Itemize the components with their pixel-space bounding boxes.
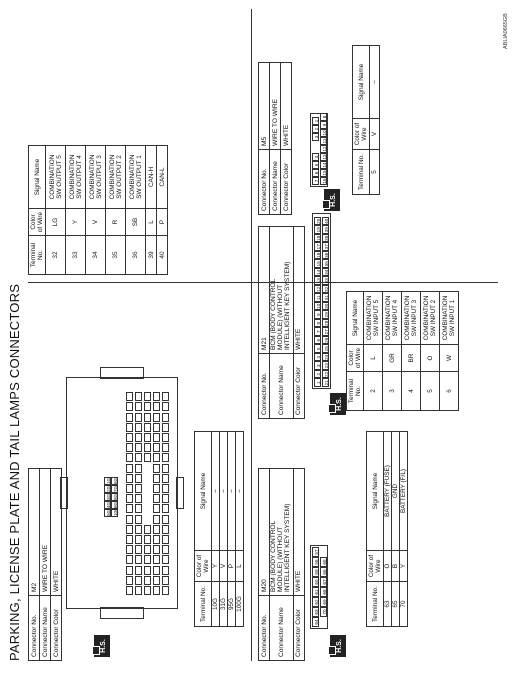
m5-pin: 1 <box>312 117 319 125</box>
m20-pin: 61 <box>312 587 319 597</box>
m2-cavity <box>162 433 169 442</box>
m2-cavity <box>135 525 142 534</box>
m20-pin: 70 <box>320 607 327 617</box>
table-row: 95G P – <box>228 432 236 627</box>
m2-cavity <box>126 586 133 595</box>
m2-cavity <box>162 392 169 401</box>
m2-cavity <box>144 433 151 442</box>
m2-pin: 6G <box>113 477 118 484</box>
m5-pin: 14 <box>322 162 327 168</box>
m2-cavity <box>144 555 151 564</box>
m21-pin: 36 <box>324 252 329 258</box>
m2-cavity <box>153 443 160 452</box>
m2-cavity <box>162 402 169 411</box>
m2-cavity <box>153 402 160 411</box>
table-row: 40 P CAN-L <box>157 146 168 275</box>
m2-connector-tab <box>100 367 144 379</box>
m2-cavity <box>162 566 169 575</box>
table-row: 5 O COMBINATION SW INPUT 2 <box>421 292 440 411</box>
hs-icon: H.S. <box>94 635 110 657</box>
table-row: 34 V COMBINATION SW OUTPUT 3 <box>86 146 106 275</box>
m2-cavity <box>153 545 160 554</box>
m21-pin: 31 <box>324 295 329 301</box>
m2-cavity <box>162 504 169 513</box>
m2-cavity <box>153 535 160 544</box>
m20-pin: 59 <box>312 567 319 577</box>
m2-pin: 10G <box>113 507 118 516</box>
m21-pin: 27 <box>324 329 329 335</box>
m2-cavity <box>126 525 133 534</box>
m2-pin: 7G <box>113 485 118 492</box>
m2-cavity <box>135 453 142 462</box>
table-row: 35 R COMBINATION SW OUTPUT 2 <box>106 146 126 275</box>
m2-cavity <box>153 413 160 422</box>
m21-pin: 25 <box>324 346 329 352</box>
m21-pin: 17 <box>316 244 321 250</box>
table-row: 39 L CAN-H <box>146 146 157 275</box>
m2-cavity <box>126 504 133 513</box>
m21-pin: 39 <box>324 227 329 233</box>
m21-pin: 16 <box>316 252 321 258</box>
m21-pin: 38 <box>324 235 329 241</box>
table-row: 10G Y – <box>212 432 220 627</box>
m2-info-table: Connector No. M2 Connector Name WIRE TO WIRE Connector Color WHITE <box>28 468 62 661</box>
hs-icon: H.S. <box>330 635 346 657</box>
m2-cavity <box>135 402 142 411</box>
m2-cavity <box>144 576 151 585</box>
m5-pin: 11 <box>322 138 327 144</box>
m2-cavity <box>135 474 142 483</box>
m2-cavity <box>126 392 133 401</box>
m21-pin: 24 <box>324 354 329 360</box>
m2-cavity <box>153 555 160 564</box>
m21-pin: 9 <box>314 311 321 320</box>
m2-pin: 1G <box>106 477 111 484</box>
m5-pin: 9 <box>320 121 327 129</box>
m2-cavity <box>126 515 133 524</box>
m2-connector-tab <box>100 607 144 619</box>
m2-cavity <box>135 464 142 473</box>
m2-connector-latch <box>60 477 68 509</box>
m5-info-table: Connector No. M5 Connector Name WIRE TO WIRE Connector Color WHITE <box>258 62 292 215</box>
m20-terminal-table: Terminal No. Color of Wire Signal Name 63 O BATTERY (FUSE) 65 B GND 70 Y BATTERY (F/L) <box>366 431 408 627</box>
m2-cavity <box>126 566 133 575</box>
m2-cavity <box>126 555 133 564</box>
m20-pin: 68 <box>320 587 327 597</box>
m21-pin: 32 <box>324 286 329 292</box>
m2-cavity <box>162 545 169 554</box>
hs-icon: H.S. <box>324 189 340 211</box>
m2-cavity <box>144 535 151 544</box>
m2-cavity <box>153 464 160 473</box>
m2-cavity <box>162 474 169 483</box>
m2-cavity <box>153 423 160 432</box>
m21-info-table: Connector No. M21 Connector Name BCM (BODY CONTROL MODULE) (WITHOUT INTELLIGENT KEY SYSTEM) Connector Color WHITE <box>258 226 305 419</box>
m2-pin: 8G <box>113 493 118 500</box>
table-row: 3 GR COMBINATION SW INPUT 4 <box>383 292 402 411</box>
m2-cavity <box>126 413 133 422</box>
m21-pin: 20 <box>316 218 321 224</box>
figure-id: ABLIA0665GB <box>503 13 509 49</box>
m2-cavity <box>126 576 133 585</box>
m2-cavity <box>153 576 160 585</box>
m2-cavity <box>162 555 169 564</box>
m2-cavity <box>153 566 160 575</box>
m21-pin: 21 <box>324 380 329 386</box>
m2-cavity <box>162 423 169 432</box>
m2-cavity <box>135 555 142 564</box>
hs-icon: H.S. <box>330 393 346 415</box>
m21-pin: 40 <box>324 218 329 224</box>
m5-pin: 10 <box>322 130 327 136</box>
m2-cavity <box>135 494 142 503</box>
m2-cavity <box>126 433 133 442</box>
m5-terminal-table: Terminal No. Color of Wire Signal Name 5 V – <box>352 45 380 195</box>
m2-cavity <box>153 392 160 401</box>
m2-cavity <box>162 464 169 473</box>
m5-pin: 13 <box>322 154 327 160</box>
m2-cavity <box>162 413 169 422</box>
m20-pin: 69 <box>320 597 327 607</box>
table-row: 100G L – <box>236 432 244 627</box>
table-row: 6 W COMBINATION SW INPUT 1 <box>440 292 459 411</box>
m2-cavity <box>153 504 160 513</box>
m21-pin: 3 <box>314 362 321 371</box>
m2-cavity <box>135 545 142 554</box>
m21-terminal-table-a: Terminal No. Color of Wire Signal Name 2 L COMBINATION SW INPUT 5 3 GR COMBINATION SW INPUT 4 4 BR COMBINATION SW INPUT 3 5 O COMBINATION SW INPUT 2 6 W COMBINATION SW INPUT 1 <box>346 291 459 411</box>
m2-cavity <box>162 494 169 503</box>
table-row: 4 BR COMBINATION SW INPUT 3 <box>402 292 421 411</box>
m21-pin: 29 <box>324 312 329 318</box>
m21-pin: 2 <box>314 370 321 379</box>
m2-cavity <box>162 525 169 534</box>
m2-cavity <box>153 453 160 462</box>
m2-cavity <box>144 443 151 452</box>
table-row: 33 Y COMBINATION SW OUTPUT 4 <box>66 146 86 275</box>
m5-pin: 16 <box>322 178 327 184</box>
m2-cavity <box>135 586 142 595</box>
m21-pin: 10 <box>316 303 321 309</box>
m2-cavity <box>153 474 160 483</box>
table-row: 65 B GND <box>392 432 400 627</box>
m20-info-table: Connector No. M20 Connector Name BCM (BODY CONTROL MODULE) (WITHOUT INTELLIGENT KEY SYSTEM) Connector Color WHITE <box>258 468 305 661</box>
table-row: 5 V – <box>370 46 380 195</box>
m2-cavity <box>153 525 160 534</box>
m2-cavity <box>144 453 151 462</box>
m21-pin: 35 <box>324 261 329 267</box>
m21-pin: 13 <box>316 278 321 284</box>
m21-pin: 23 <box>324 363 329 369</box>
m5-pin: 7 <box>312 177 319 185</box>
m2-cavity <box>144 525 151 534</box>
m20-pin: 64 <box>312 617 319 627</box>
m21-pin: 6 <box>314 336 321 345</box>
m2-cavity <box>135 443 142 452</box>
m2-cavity <box>135 566 142 575</box>
m2-cavity <box>153 494 160 503</box>
m21-pin: 5 <box>314 345 321 354</box>
m2-cavity <box>135 433 142 442</box>
table-row: 31G V – <box>220 432 228 627</box>
m2-cavity <box>162 535 169 544</box>
m2-cavity <box>135 504 142 513</box>
m2-cavity <box>162 586 169 595</box>
m2-cavity <box>126 484 133 493</box>
m20-pin: 63 <box>312 607 319 617</box>
m5-pin: 12 <box>322 146 327 152</box>
table-row: 36 SB COMBINATION SW OUTPUT 1 <box>126 146 146 275</box>
m2-cavity <box>144 423 151 432</box>
m20-pin: 65 <box>320 557 327 567</box>
m21-pin: 18 <box>316 235 321 241</box>
m2-cavity <box>126 443 133 452</box>
m20-pin: 62 <box>312 597 319 607</box>
m2-pin: 4G <box>106 501 111 508</box>
m20-pin: 66 <box>320 567 327 577</box>
m5-pin: 6 <box>312 169 319 177</box>
m21-pin: 26 <box>324 337 329 343</box>
m21-pin: 28 <box>324 320 329 326</box>
m5-pin: 15 <box>322 170 327 176</box>
m21-pin: 37 <box>324 244 329 250</box>
m21-pin: 14 <box>316 269 321 275</box>
m20-pin: 58 <box>312 557 319 567</box>
m20-pin: 57 <box>312 547 319 557</box>
m2-cavity <box>135 423 142 432</box>
m5-pin: 5 <box>312 161 319 169</box>
m21-terminal-table-b: Terminal No. Color of Wire Signal Name 32 LG COMBINATION SW OUTPUT 5 33 Y COMBINATION SW OUTPUT 4 34 V COMBINATION SW OUTPUT 3 35 R COMBINATION SW OUTPUT 2 36 SB COMBINATION SW OUTPUT 1 39 L CAN-H 40 P CAN-L <box>28 145 168 275</box>
m2-cavity <box>153 586 160 595</box>
m2-cavity <box>135 392 142 401</box>
m21-pin: 30 <box>324 303 329 309</box>
m2-cavity <box>126 535 133 544</box>
m2-pin: 3G <box>106 493 111 500</box>
m5-pin: 3 <box>312 133 319 141</box>
m2-cavity <box>144 402 151 411</box>
m2-cavity <box>162 443 169 452</box>
m2-cavity <box>144 413 151 422</box>
m21-pin: 4 <box>314 353 321 362</box>
m2-cavity <box>126 494 133 503</box>
m5-pin: 4 <box>312 153 319 161</box>
m2-cavity <box>153 433 160 442</box>
m2-cavity <box>126 545 133 554</box>
m2-cavity <box>135 576 142 585</box>
m2-connector-latch <box>176 477 184 509</box>
m2-cavity <box>153 515 160 524</box>
table-row: 63 O BATTERY (FUSE) <box>384 432 392 627</box>
m2-cavity <box>144 586 151 595</box>
m2-cavity <box>126 453 133 462</box>
m2-cavity <box>153 484 160 493</box>
m21-pin: 33 <box>324 278 329 284</box>
m21-pin: 11 <box>316 295 321 301</box>
m2-cavity <box>162 576 169 585</box>
m2-cavity <box>135 535 142 544</box>
m21-pin: 7 <box>314 328 321 337</box>
m21-pin: 15 <box>316 261 321 267</box>
m2-cavity <box>144 392 151 401</box>
m2-cavity <box>126 423 133 432</box>
table-row: 32 LG COMBINATION SW OUTPUT 5 <box>46 146 66 275</box>
m2-cavity <box>162 515 169 524</box>
m2-terminal-table: Terminal No. Color of Wire Signal Name 10G Y – 31G V – 95G P – 100G L – <box>194 431 244 627</box>
m2-cavity <box>144 545 151 554</box>
m20-pin: 67 <box>320 577 327 587</box>
section-divider <box>251 9 252 661</box>
m2-cavity <box>126 402 133 411</box>
m5-pin: 8 <box>320 113 327 121</box>
m21-pin: 1 <box>314 379 321 388</box>
m2-cavity <box>135 484 142 493</box>
page-title: PARKING, LICENSE PLATE AND TAIL LAMPS CONNECTORS <box>7 283 22 661</box>
m21-pin: 22 <box>324 371 329 377</box>
table-row: 2 L COMBINATION SW INPUT 5 <box>364 292 383 411</box>
m21-pin: 19 <box>316 227 321 233</box>
m2-pin: 9G <box>113 501 118 508</box>
m2-pin: 5G <box>106 509 111 516</box>
m2-pin: 2G <box>106 485 111 492</box>
table-row: 70 Y BATTERY (F/L) <box>400 432 408 627</box>
m2-cavity <box>135 413 142 422</box>
m2-cavity <box>135 515 142 524</box>
m2-cavity <box>126 474 133 483</box>
m5-pin: 2 <box>312 125 319 133</box>
m2-cavity <box>162 453 169 462</box>
m21-pin: 8 <box>314 319 321 328</box>
m20-pin: 60 <box>312 577 319 587</box>
m21-pin: 12 <box>316 286 321 292</box>
m2-cavity <box>162 484 169 493</box>
m21-pin: 34 <box>324 269 329 275</box>
m2-cavity <box>144 566 151 575</box>
m2-cavity <box>126 464 133 473</box>
